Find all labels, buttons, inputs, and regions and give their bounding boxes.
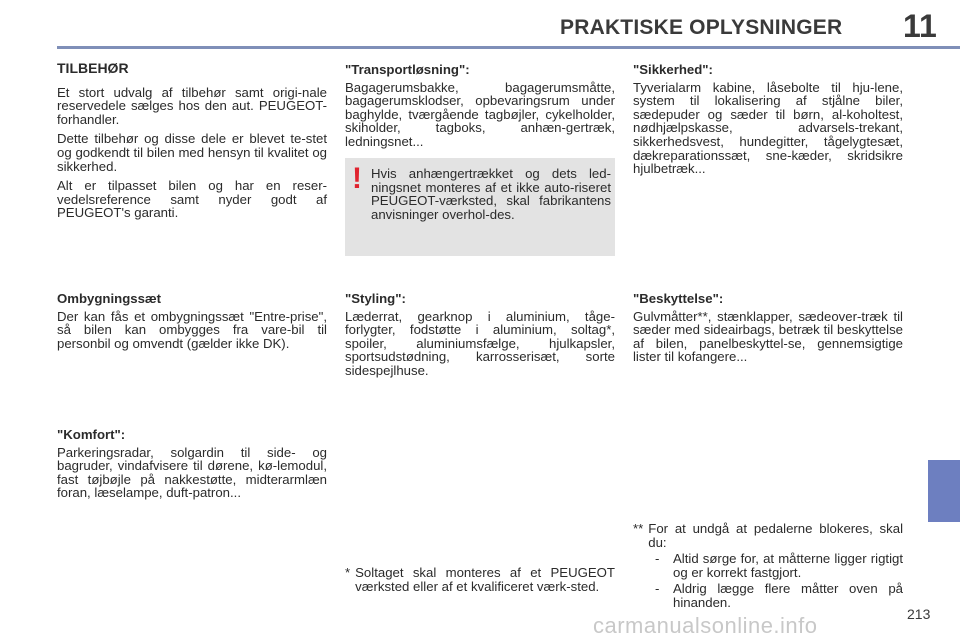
paragraph: Gulvmåtter**, stænklapper, sædeover-træk til sæder med sideairbags, betræk til beskyttelse af bilen, panelbeskyttel-se, gennemsigtige lister til kofangere...	[633, 308, 903, 365]
watermark: carmanualsonline.info	[593, 613, 818, 638]
chapter-title: PRAKTISKE OPLYSNINGER	[560, 16, 843, 39]
footnote-text: Soltaget skal monteres af et PEUGEOT værksted eller af et kvalificeret værk-sted.	[355, 565, 615, 594]
paragraph: Alt er tilpasset bilen og har en reser-vedelsreference samt nyder godt af PEUGEOT's garanti.	[57, 178, 327, 221]
col1-intro	[57, 62, 327, 226]
section-heading: TILBEHØR	[57, 60, 129, 76]
dash-bullet: -	[655, 551, 660, 567]
paragraph: Dette tilbehør og disse dele er blevet te-stet og godkendt til bilen med hensyn til kvalitet og sikkerhed.	[57, 131, 327, 174]
subheading-sikkerhed: "Sikkerhed":	[633, 62, 713, 77]
col1-ombygning	[57, 292, 327, 356]
list-item	[633, 552, 903, 579]
chapter-number: 11	[903, 8, 937, 44]
list-item	[633, 582, 903, 609]
chapter-side-tab	[928, 460, 960, 522]
col1-komfort	[57, 428, 327, 506]
col3-beskyttelse	[633, 292, 903, 370]
subheading-komfort: "Komfort":	[57, 427, 126, 442]
list-item-text: Aldrig lægge flere måtter oven på hinanden.	[673, 581, 903, 610]
subheading-styling: "Styling":	[345, 291, 406, 306]
subheading-beskyttelse: "Beskyttelse":	[633, 291, 724, 306]
col3-sikkerhed	[633, 63, 903, 182]
footnote-maatter	[633, 522, 903, 610]
footnote-soltag	[345, 566, 615, 593]
header-rule	[57, 46, 960, 49]
col2-styling	[345, 292, 615, 384]
subheading-ombygning: Ombygningssæt	[57, 291, 162, 306]
exclamation-icon: !	[352, 162, 362, 195]
list-item-text: Altid sørge for, at måtterne ligger rigtigt og er korrekt fastgjort.	[673, 551, 903, 580]
col2-transport	[345, 63, 615, 155]
paragraph: Bagagerumsbakke, bagagerumsmåtte, bagagerumsklodser, opbevaringsrum under baghylde, tværgående tagbøjler, cykelholder, skiholder, tagboks, anhæn-gertræk, ledningsnet...	[345, 79, 615, 149]
dash-bullet: -	[655, 581, 660, 597]
footnote-mark: **	[633, 521, 644, 536]
footnote-mark: *	[345, 565, 351, 580]
warning-note-text: Hvis anhængertrækket og dets led-ningsnet monteres af et ikke auto-riseret PEUGEOT-værksted, skal fabrikantens anvisninger overhol-des.	[371, 166, 611, 222]
footnote-text: For at undgå at pedalerne blokeres, skal du:	[648, 521, 903, 550]
subheading-transport: "Transportløsning":	[345, 62, 470, 77]
page-number: 213	[907, 606, 931, 622]
paragraph: Der kan fås et ombygningssæt "Entre-prise", så bilen kan ombygges fra vare-bil til personbil og omvendt (gælder ikke DK).	[57, 308, 327, 351]
paragraph: Parkeringsradar, solgardin til side- og bagruder, vindafvisere til dørene, kø-lemodul, fast tøjbøjle på nakkestøtte, midterarmlæn foran, læselampe, duft-patron...	[57, 444, 327, 501]
paragraph: Læderrat, gearknop i aluminium, tåge-forlygter, fodstøtte i aluminium, soltag*, spoiler, aluminiumsfælge, hjulkapsler, sportsudstødning, karrosserisæt, sorte sidespejlhuse.	[345, 308, 615, 378]
paragraph: Et stort udvalg af tilbehør samt origi-nale reservedele sælges hos den aut. PEUGEOT-forhandler.	[57, 84, 327, 127]
paragraph: Tyverialarm kabine, låsebolte til hju-lene, system til lokalisering af stjålne biler, sædepuder og sæder til børn, al-koholtest, nødhjælpskasse, advarsels-trekant, sikkerhedsvest, hundegitter, tågelygtesæt, dækreparationssæt, sne-kæder, skridsikre hjulbetræk...	[633, 79, 903, 177]
